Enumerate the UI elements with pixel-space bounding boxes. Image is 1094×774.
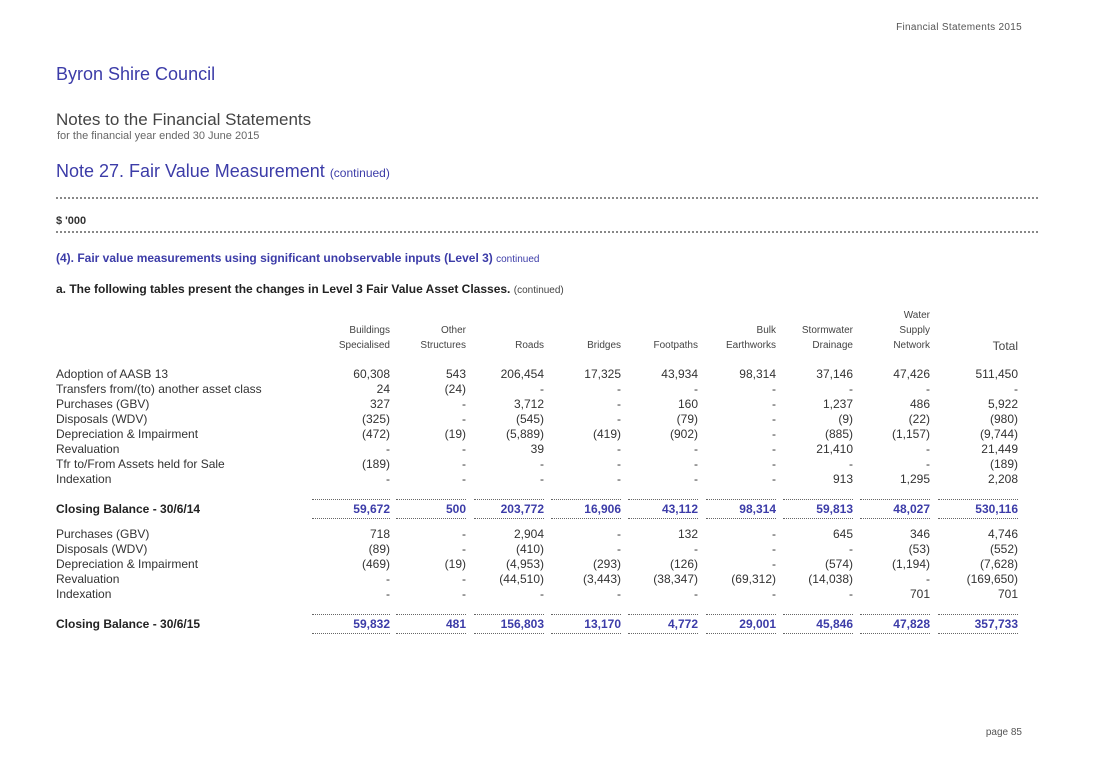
cell-value: Stormwater	[801, 325, 853, 336]
cell-value: 486	[909, 397, 930, 411]
cell-value: -	[849, 457, 853, 471]
note-title-text: Note 27. Fair Value Measurement	[56, 161, 325, 181]
cell-value: -	[772, 397, 776, 411]
cell-value: (22)	[908, 412, 930, 426]
cell-value: -	[617, 457, 621, 471]
cell-value: -	[772, 382, 776, 396]
cell-value: -	[617, 472, 621, 486]
cell-value: (293)	[592, 557, 621, 571]
table-row	[56, 427, 1022, 442]
cell-value: (902)	[669, 427, 698, 441]
cell-value: 1,295	[899, 472, 930, 486]
row-label: Indexation	[56, 472, 112, 486]
cell-value: 718	[369, 527, 390, 541]
table-header-row	[56, 310, 1022, 325]
cell-value: (1,194)	[891, 557, 930, 571]
cell-value: -	[386, 472, 390, 486]
cell-value: (325)	[361, 412, 390, 426]
cell-value: 346	[909, 527, 930, 541]
council-name: Byron Shire Council	[56, 64, 216, 84]
cell-value: (1,157)	[891, 427, 930, 441]
section-a-continued: (continued)	[513, 285, 564, 296]
cell-value: (574)	[824, 557, 853, 571]
page-number: page 85	[985, 727, 1022, 738]
cell-value: 21,449	[981, 442, 1018, 456]
cell-value: (9,744)	[979, 427, 1018, 441]
cell-value: (14,038)	[808, 572, 853, 586]
table-row	[56, 572, 1022, 587]
closing-balance-row	[56, 502, 1022, 517]
cell-value: 203,772	[500, 502, 544, 516]
table-row	[56, 557, 1022, 572]
cell-value: Network	[893, 340, 930, 351]
cell-value: 511,450	[975, 367, 1018, 381]
cell-value: 4,772	[667, 617, 698, 631]
table-row	[56, 442, 1022, 457]
cell-value: -	[386, 442, 390, 456]
cell-value: (545)	[515, 412, 544, 426]
row-label: Revaluation	[56, 442, 120, 456]
table-row	[56, 382, 1022, 397]
cell-value: (5,889)	[505, 427, 544, 441]
cell-value: -	[462, 542, 466, 556]
table-row	[56, 542, 1022, 557]
cell-value: -	[926, 457, 930, 471]
cell-value: -	[849, 587, 853, 601]
cell-value: 24	[376, 382, 390, 396]
cell-value: 48,027	[893, 502, 930, 516]
cell-value: -	[694, 542, 698, 556]
cell-value: (24)	[444, 382, 466, 396]
cell-value: (980)	[989, 412, 1018, 426]
cell-value: 98,314	[739, 367, 776, 381]
cell-value: 43,112	[661, 502, 698, 516]
row-label: Purchases (GBV)	[56, 527, 150, 541]
cell-value: -	[462, 587, 466, 601]
notes-subtitle: for the financial year ended 30 June 2015	[57, 130, 260, 142]
cell-value: -	[772, 412, 776, 426]
cell-value: -	[926, 442, 930, 456]
row-label: Closing Balance - 30/6/15	[56, 617, 201, 631]
cell-value: 45,846	[816, 617, 853, 631]
row-label: Transfers from/(to) another asset class	[56, 382, 262, 396]
cell-value: (189)	[989, 457, 1018, 471]
cell-value: (44,510)	[499, 572, 544, 586]
cell-value: -	[462, 527, 466, 541]
cell-value: 160	[677, 397, 698, 411]
cell-value: 530,116	[975, 502, 1018, 516]
section-4-text: (4). Fair value measurements using significant unobservable inputs (Level 3)	[56, 251, 493, 265]
cell-value: Earthworks	[725, 340, 776, 351]
cell-value: -	[694, 457, 698, 471]
cell-value: -	[849, 382, 853, 396]
table-row	[56, 412, 1022, 427]
table-row	[56, 457, 1022, 472]
cell-value: Bulk	[756, 325, 776, 336]
cell-value: 2,208	[987, 472, 1018, 486]
cell-value: -	[926, 572, 930, 586]
cell-value: 59,832	[353, 617, 390, 631]
cell-value: (9)	[838, 412, 853, 426]
cell-value: Specialised	[338, 340, 390, 351]
row-label: Closing Balance - 30/6/14	[56, 502, 201, 516]
cell-value: -	[540, 472, 544, 486]
cell-value: (419)	[592, 427, 621, 441]
cell-value: -	[462, 412, 466, 426]
cell-value: -	[617, 412, 621, 426]
cell-value: 59,672	[353, 502, 390, 516]
cell-value: 29,001	[739, 617, 776, 631]
cell-value: (69,312)	[731, 572, 776, 586]
cell-value: -	[1014, 382, 1018, 396]
cell-value: 132	[677, 527, 698, 541]
cell-value: -	[617, 527, 621, 541]
table-row	[56, 367, 1022, 382]
cell-value: (410)	[515, 542, 544, 556]
cell-value: Other	[440, 325, 466, 336]
closing-balance-row	[56, 617, 1022, 632]
cell-value: Buildings	[349, 325, 390, 336]
cell-value: 47,426	[893, 367, 930, 381]
cell-value: Drainage	[812, 340, 853, 351]
cell-value: 500	[445, 502, 466, 516]
table-row	[56, 397, 1022, 412]
cell-value: -	[694, 442, 698, 456]
cell-value: Bridges	[587, 340, 621, 351]
table-row	[56, 527, 1022, 542]
cell-value: -	[462, 442, 466, 456]
cell-value: -	[617, 442, 621, 456]
cell-value: -	[617, 587, 621, 601]
cell-value: -	[462, 572, 466, 586]
cell-value: -	[386, 587, 390, 601]
note-continued: (continued)	[329, 166, 390, 180]
cell-value: 701	[909, 587, 930, 601]
fair-value-table	[56, 310, 1022, 632]
cell-value: -	[694, 382, 698, 396]
row-label: Revaluation	[56, 572, 120, 586]
cell-value: (7,628)	[979, 557, 1018, 571]
cell-value: -	[462, 397, 466, 411]
cell-value: -	[849, 542, 853, 556]
section-a-text: a. The following tables present the changes in Level 3 Fair Value Asset Classes.	[56, 282, 511, 296]
row-label: Adoption of AASB 13	[56, 367, 169, 381]
cell-value: Water	[903, 310, 930, 321]
cell-value: 47,828	[893, 617, 930, 631]
row-label: Depreciation & Impairment	[56, 557, 199, 571]
cell-value: -	[617, 397, 621, 411]
section-4-title	[56, 251, 540, 265]
cell-value: 39	[530, 442, 544, 456]
cell-value: (126)	[669, 557, 698, 571]
cell-value: 60,308	[353, 367, 390, 381]
cell-value: -	[772, 542, 776, 556]
cell-value: 43,934	[661, 367, 698, 381]
row-label: Tfr to/From Assets held for Sale	[56, 457, 225, 471]
cell-value: -	[617, 382, 621, 396]
cell-value: -	[772, 427, 776, 441]
cell-value: 481	[445, 617, 466, 631]
cell-value: -	[540, 457, 544, 471]
cell-value: -	[694, 587, 698, 601]
cell-value: 913	[832, 472, 853, 486]
cell-value: -	[772, 442, 776, 456]
cell-value: 16,906	[584, 502, 621, 516]
cell-value: (189)	[361, 457, 390, 471]
cell-value: 156,803	[500, 617, 544, 631]
cell-value: (79)	[676, 412, 698, 426]
cell-value: (19)	[444, 427, 466, 441]
report-header: Financial Statements 2015	[896, 22, 1022, 33]
cell-value: 21,410	[816, 442, 853, 456]
row-label: Disposals (WDV)	[56, 412, 148, 426]
cell-value: (3,443)	[582, 572, 621, 586]
row-label: Purchases (GBV)	[56, 397, 150, 411]
cell-value: (53)	[908, 542, 930, 556]
cell-value: 4,746	[987, 527, 1018, 541]
cell-value: 59,813	[816, 502, 853, 516]
cell-value: 1,237	[822, 397, 853, 411]
note-title	[56, 161, 390, 182]
cell-value: 98,314	[739, 502, 776, 516]
cell-value: -	[386, 572, 390, 586]
notes-title: Notes to the Financial Statements	[56, 110, 312, 129]
divider-units	[56, 231, 1038, 233]
cell-value: (885)	[824, 427, 853, 441]
cell-value: -	[772, 457, 776, 471]
cell-value: (169,650)	[966, 572, 1018, 586]
cell-value: Roads	[515, 340, 544, 351]
cell-value: 3,712	[513, 397, 544, 411]
cell-value: 645	[832, 527, 853, 541]
cell-value: 17,325	[584, 367, 621, 381]
units-label: $ '000	[56, 215, 87, 227]
cell-value: 37,146	[816, 367, 853, 381]
row-label: Indexation	[56, 587, 112, 601]
cell-value: -	[772, 557, 776, 571]
table-header-row	[56, 340, 1022, 355]
cell-value: (19)	[444, 557, 466, 571]
row-label: Disposals (WDV)	[56, 542, 148, 556]
cell-value: -	[462, 457, 466, 471]
cell-value: -	[694, 472, 698, 486]
cell-value: (552)	[989, 542, 1018, 556]
cell-value: 543	[445, 367, 466, 381]
cell-value: (472)	[361, 427, 390, 441]
cell-value: 13,170	[584, 617, 621, 631]
cell-value: 2,904	[513, 527, 544, 541]
cell-value: (38,347)	[653, 572, 698, 586]
cell-value: (89)	[368, 542, 390, 556]
cell-value: 327	[369, 397, 390, 411]
table-row	[56, 587, 1022, 602]
cell-value: Total	[992, 339, 1018, 353]
cell-value: 357,733	[974, 617, 1018, 631]
cell-value: Structures	[420, 340, 466, 351]
section-a-title	[56, 282, 564, 296]
section-4-continued: continued	[496, 254, 540, 265]
row-label: Depreciation & Impairment	[56, 427, 199, 441]
cell-value: -	[772, 527, 776, 541]
cell-value: -	[540, 382, 544, 396]
cell-value: -	[926, 382, 930, 396]
cell-value: -	[772, 587, 776, 601]
cell-value: -	[617, 542, 621, 556]
table-row	[56, 472, 1022, 487]
cell-value: -	[462, 472, 466, 486]
divider-top	[56, 197, 1038, 199]
cell-value: Footpaths	[653, 340, 698, 351]
cell-value: 5,922	[987, 397, 1018, 411]
cell-value: Supply	[899, 325, 930, 336]
cell-value: 701	[997, 587, 1018, 601]
cell-value: -	[772, 472, 776, 486]
cell-value: 206,454	[500, 367, 544, 381]
cell-value: -	[540, 587, 544, 601]
table-header-row	[56, 325, 1022, 340]
cell-value: (469)	[361, 557, 390, 571]
cell-value: (4,953)	[505, 557, 544, 571]
